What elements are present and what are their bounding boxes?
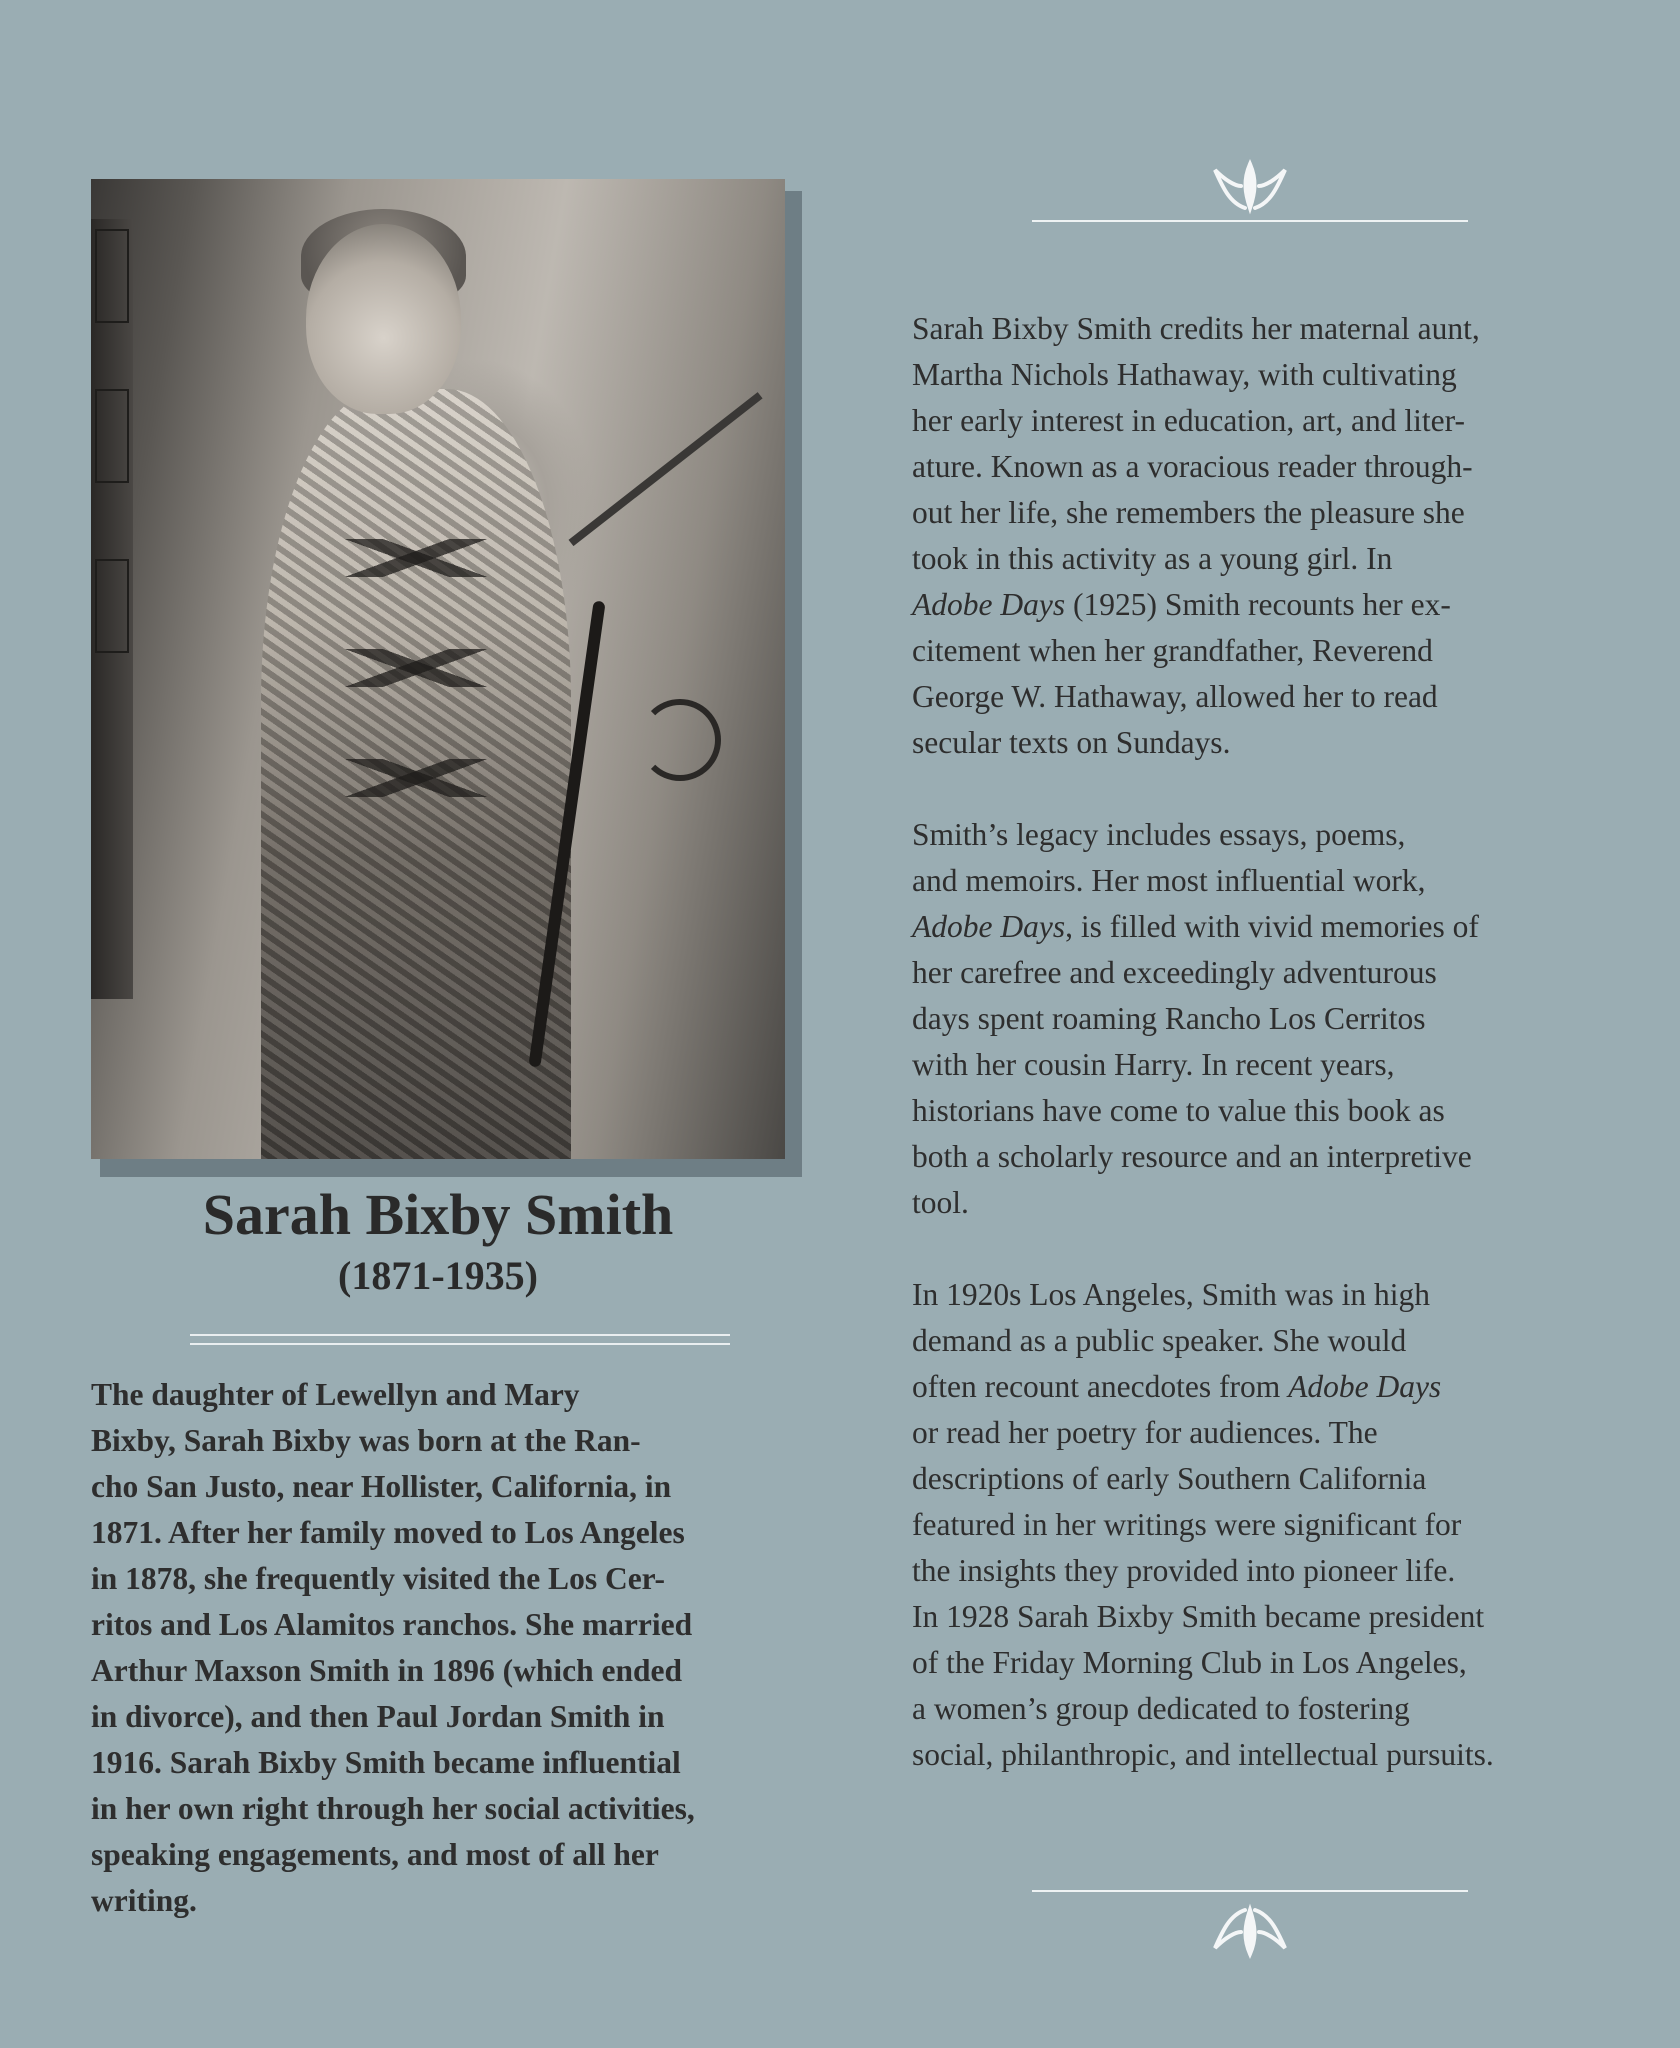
p2-text: Smith’s legacy includes essays, poems, and memoirs. Her most influential work, xyxy=(912,817,1426,898)
biography-text xyxy=(91,1372,831,1924)
life-dates: (1871-1935) xyxy=(338,1253,538,1298)
book-title: Adobe Days xyxy=(912,909,1066,944)
fleur-ornament-icon xyxy=(1205,158,1295,218)
ornament-rule xyxy=(1032,220,1468,222)
p1-text: Sarah Bixby Smith credits her maternal aunt, Martha Nichols Hathaway, with cultivating her early interest in education, art, and liter- ature. Known as a voracious reader through- out her life, she remembers the pleasure she took in this activity as a young girl. In xyxy=(912,311,1480,576)
door-panel xyxy=(95,229,129,323)
p3-text: In 1920s Los Angeles, Smith was in high demand as a public speaker. She would often recount anecdotes from xyxy=(912,1277,1430,1404)
banister xyxy=(569,392,763,546)
dress-pattern xyxy=(276,539,556,577)
door-panel xyxy=(95,559,129,653)
right-column xyxy=(912,306,1632,1824)
p1-text-cont: (1925) Smith recounts her ex- citement when her grandfather, Reverend George W. Hathaway, allowed her to read secular texts on Sundays. xyxy=(912,587,1451,760)
paragraph-3 xyxy=(912,1272,1632,1778)
figure-head xyxy=(306,224,461,414)
portrait-photo xyxy=(91,179,785,1159)
paragraph-1 xyxy=(912,306,1632,766)
rail-scroll xyxy=(639,699,721,781)
fleur-ornament-icon xyxy=(1205,1900,1295,1960)
p2-text-cont: , is filled with vivid memories of her carefree and exceedingly adventurous days spent roaming Rancho Los Cerritos with her cousin Harry. In recent years, historians have come to value this book as both a scholarly resource and an interpretive tool. xyxy=(912,909,1479,1220)
book-title: Adobe Days xyxy=(912,587,1066,622)
ornament-rule xyxy=(1032,1890,1468,1892)
dress-pattern xyxy=(276,759,556,797)
book-title: Adobe Days xyxy=(1288,1369,1442,1404)
door-panel xyxy=(95,389,129,483)
dress-pattern xyxy=(276,649,556,687)
double-divider xyxy=(190,1334,730,1345)
paragraph-2 xyxy=(912,812,1632,1226)
page-title: Sarah Bixby Smith xyxy=(202,1182,674,1247)
p3-text-cont: or read her poetry for audiences. The descriptions of early Southern California featured in her writings were significant for the insights they provided into pioneer life. In 1928 Sarah Bixby Smith became president of the Friday Morning Club in Los Angeles, a women’s group dedicated to fostering social, philanthropic, and intellectual pursuits. xyxy=(912,1415,1494,1772)
bio-paragraph: The daughter of Lewellyn and Mary Bixby, Sarah Bixby was born at the Ran- cho San Justo, near Hollister, California, in 1871. After her family moved to Los Angeles in 1878, she frequently visited the Los Cer- ritos and Los Alamitos ranchos. She married Arthur Maxson Smith in 1896 (which ended in divorce), and then Paul Jordan Smith in 1916. Sarah Bixby Smith became influential in her own right through her social activities, speaking engagements, and most of all her writing. xyxy=(91,1377,695,1918)
